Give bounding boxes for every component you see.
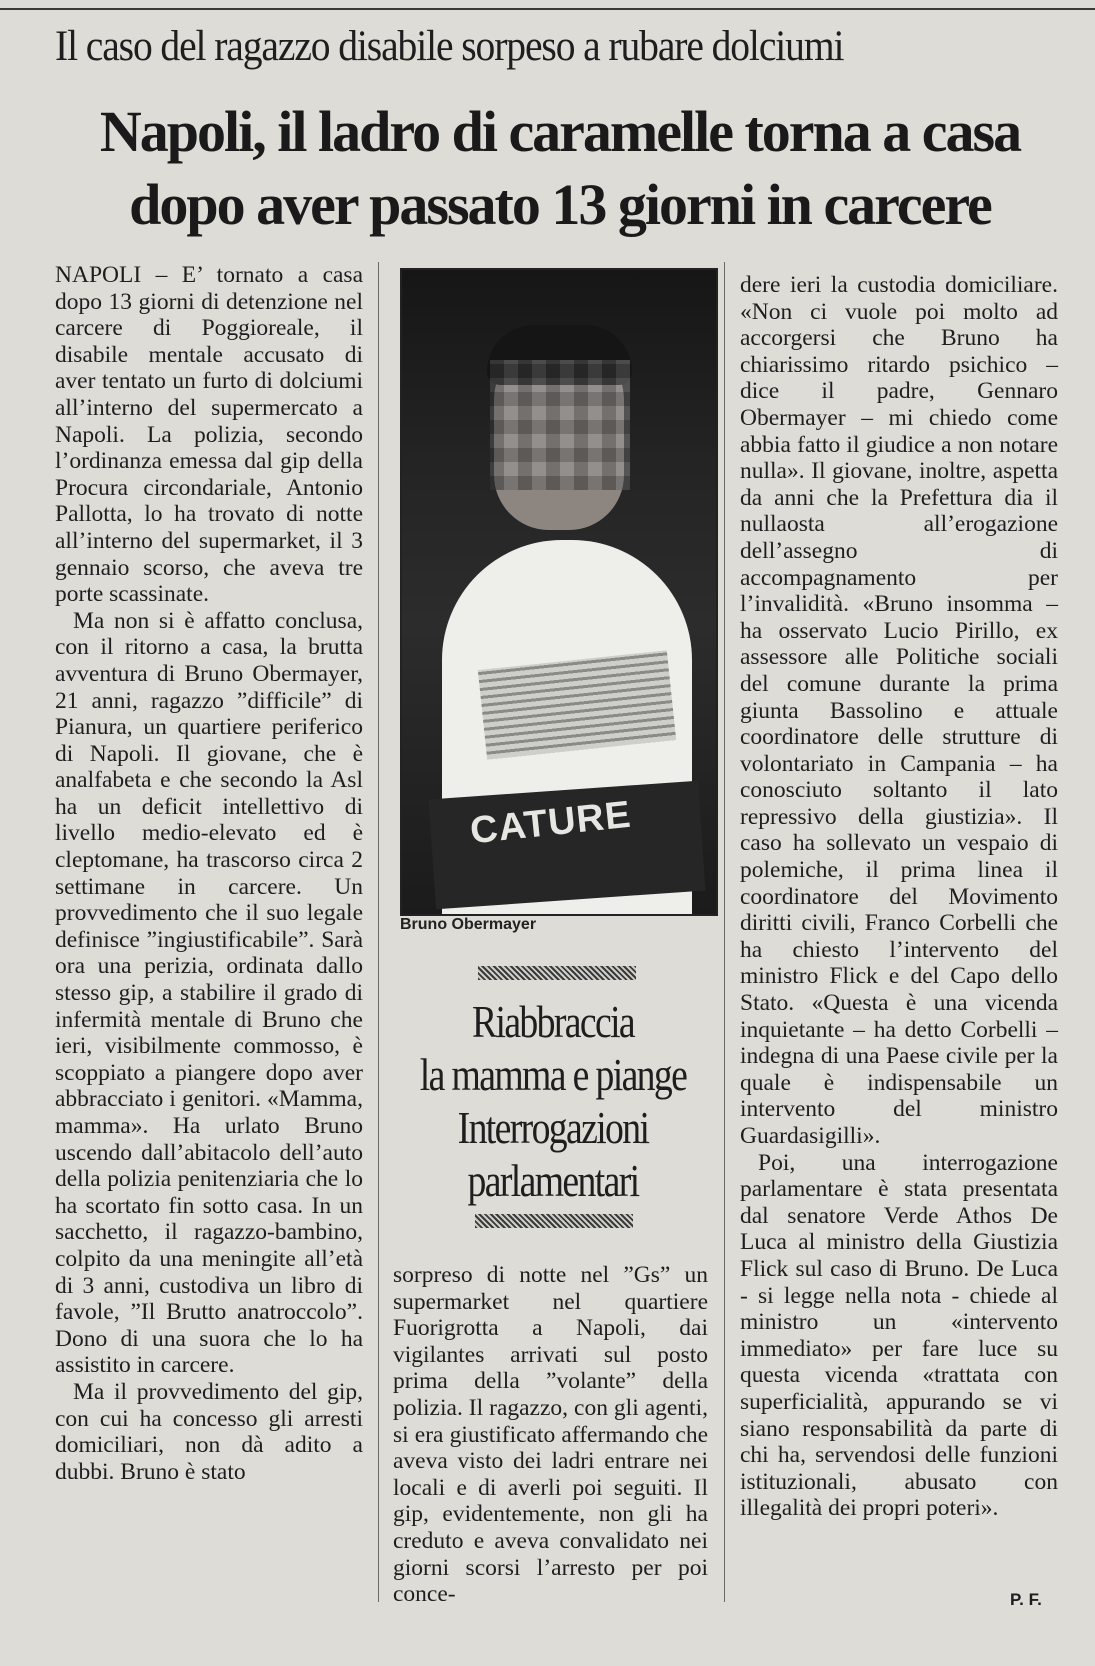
hatched-rule xyxy=(475,1214,633,1228)
subheadline xyxy=(388,995,718,1207)
hatched-rule xyxy=(478,966,636,980)
article-column-2 xyxy=(393,1262,708,1608)
author-signature: P. F. xyxy=(1010,1590,1042,1609)
headline-line: dopo aver passato 13 giorni in carcere xyxy=(129,172,991,237)
column-divider xyxy=(724,262,725,1602)
paragraph: Ma non si è affatto conclusa, con il ritorno a casa, la brutta avventura di Bruno Obermayer, 21 anni, ragazzo ”difficile” di Pianura, un quartiere periferico di Napoli. Il giovane, che è analfabeta e che secondo la Asl ha un deficit intellettivo di livello medio-elevato ed è cleptomane, ha trascorso circa 2 settimane in carcere. Un provvedimento che il suo legale definisce ”ingiustificabile”. Sarà ora una perizia, ordinata dallo stesso gip, a stabilire il grado di infermità mentale di Bruno che ieri, visibilmente commosso, è scoppiato a piangere dopo aver abbracciato i genitori. «Mamma, mamma». Ha urlato Bruno uscendo dall’abitacolo dell’auto della polizia penitenziaria che lo ha scortato fin sotto casa. In un sacchetto, il ragazzo-bambino, colpito da una meningite all’età di 3 anni, custodiva un libro di favole, ”Il Brutto anatroccolo”. Dono di una suora che lo ha assistito in carcere. xyxy=(55,607,363,1379)
paragraph: sorpreso di notte nel ”Gs” un supermarket nel quartiere Fuorigrotta a Napoli, dai vigilantes arrivati sul posto prima della ”volante” della polizia. Il ragazzo, con gli agenti, si era giustificato affermando che aveva visto dei ladri entrare nei locali e di averli poi seguiti. Il gip, evidentemente, non gli ha creduto e aveva convalidato nei giorni scorsi l’arresto per poi conce- xyxy=(393,1262,708,1608)
top-rule xyxy=(0,8,1095,10)
subhead-line: Interrogazioni xyxy=(457,1102,649,1153)
headline-line: Napoli, il ladro di caramelle torna a casa xyxy=(99,99,1021,164)
kicker: Il caso del ragazzo disabile sorpeso a rubare dolciumi xyxy=(55,23,844,70)
headline xyxy=(40,95,1080,241)
photo-shirt-text: CATURE xyxy=(468,793,634,853)
photo-caption: Bruno Obermayer xyxy=(400,916,537,933)
article-column-3 xyxy=(740,272,1058,1522)
article-column-1 xyxy=(55,262,363,1485)
subhead-line: Riabbraccia xyxy=(471,996,635,1047)
paragraph: Poi, una interrogazione parlamentare è stata presentata dal senatore Verde Athos De Luca al ministro della Giustizia Flick sul caso di Bruno. De Luca - si legge nella nota - chiede al ministro un «intervento immediato» per fare luce su questa vicenda «trattata con superficialità, appurando se vi siano responsabilità da parte di chi ha, servendosi delle funzioni istituzionali, abusato con illegalità dei propri poteri». xyxy=(740,1149,1058,1522)
photo-pixelated-face xyxy=(490,360,630,490)
paragraph: dere ieri la custodia domiciliare. «Non ci vuole poi molto ad accorgersi che Bruno ha chiarissimo ritardo psichico – dice il padre, Gennaro Obermayer – mi chiedo come abbia fatto il giudice a non notare nulla». Il giovane, inoltre, aspetta da anni che la Prefettura dia il nullaosta all’erogazione dell’assegno di accompagnamento per l’invalidità. «Bruno insomma – ha osservato Lucio Pirillo, ex assessore alle Politiche sociali del comune durante la prima giunta Bassolino e attuale coordinatore delle strutture di volontariato in Campania – ha conosciuto soltanto il lato repressivo della giustizia». Il caso ha sollevato un vespaio di polemiche, il prima linea il coordinatore del Movimento diritti civili, Franco Corbelli che ha chiesto l’intervento del ministro Flick e del Capo dello Stato. «Questa è una vicenda inquietante – ha detto Corbelli – indegna di una Paese civile per la quale è indispensabile un intervento del ministro Guardasigilli». xyxy=(740,272,1058,1149)
subhead-line: parlamentari xyxy=(467,1155,639,1206)
photo-bruno-obermayer xyxy=(400,268,718,916)
paragraph: Ma il provvedimento del gip, con cui ha concesso gli arresti domiciliari, non dà adito a dubbi. Bruno è stato xyxy=(55,1378,363,1485)
paragraph: NAPOLI – E’ tornato a casa dopo 13 giorni di detenzione nel carcere di Poggioreale, il disabile mentale accusato di aver tentato un furto di dolciumi all’interno del supermercato a Napoli. La polizia, secondo l’ordinanza emessa dal gip della Procura circondariale, Antonio Pallotta, lo ha trovato di notte all’interno del supermarket, il 3 gennaio scorso, che aveva tre porte scassinate. xyxy=(55,262,363,608)
column-divider xyxy=(378,262,379,1602)
subhead-line: la mamma e piange xyxy=(419,1049,687,1100)
